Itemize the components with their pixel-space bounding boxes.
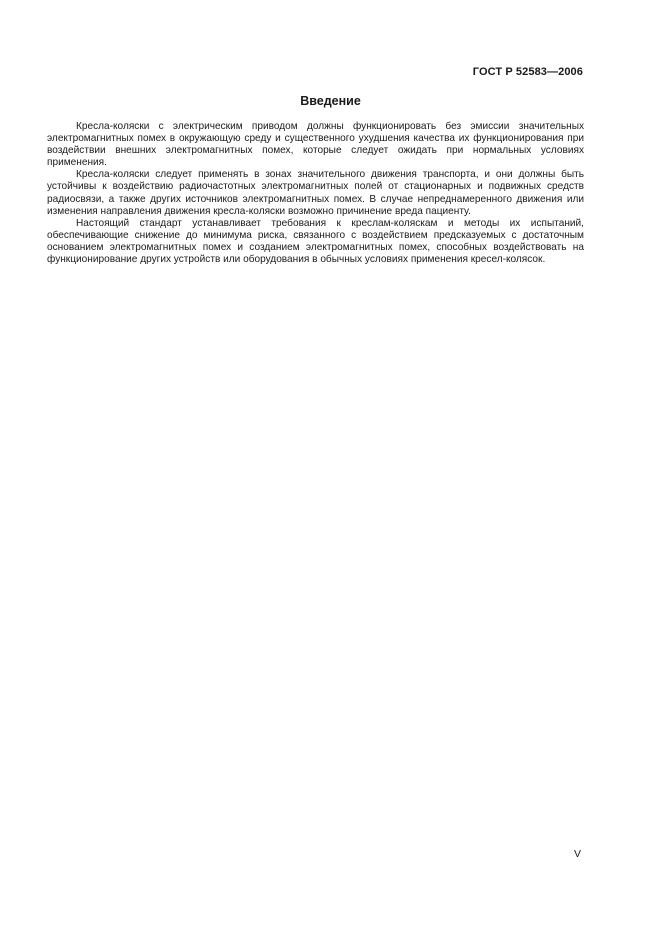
paragraph-1: Кресла-коляски с электрическим приводом должны функционировать без эмиссии значительных электромагнитных помех в окружающую среду и существенного ухудшения качества их функционирования при воздействии внешних электромагнитных помех, которые следует ожидать при нормальных условиях применения. [47, 121, 584, 169]
section-title: Введение [300, 94, 361, 108]
page-number: V [573, 848, 581, 860]
standard-code-header: ГОСТ Р 52583—2006 [472, 66, 583, 78]
body-text [47, 121, 584, 266]
paragraph-3: Настоящий стандарт устанавливает требования к креслам-коляскам и методы их испытаний, обеспечивающие снижение до минимума риска, связанного с воздействием предсказуемых с достаточным основанием электромагнитных помех и созданием электромагнитных помех, способных воздействовать на функционирование других устройств или оборудования в обычных условиях применения кресел-колясок. [47, 217, 584, 266]
paragraph-2: Кресла-коляски следует применять в зонах значительного движения транспорта, и они должны быть устойчивы к воздействию радиочастотных электромагнитных полей от стационарных и подвижных средств радиосвязи, а также других источников электромагнитных помех. В случае непреднамеренного движения или изменения направления движения кресла-коляски возможно причинение вреда пациенту. [47, 169, 584, 217]
